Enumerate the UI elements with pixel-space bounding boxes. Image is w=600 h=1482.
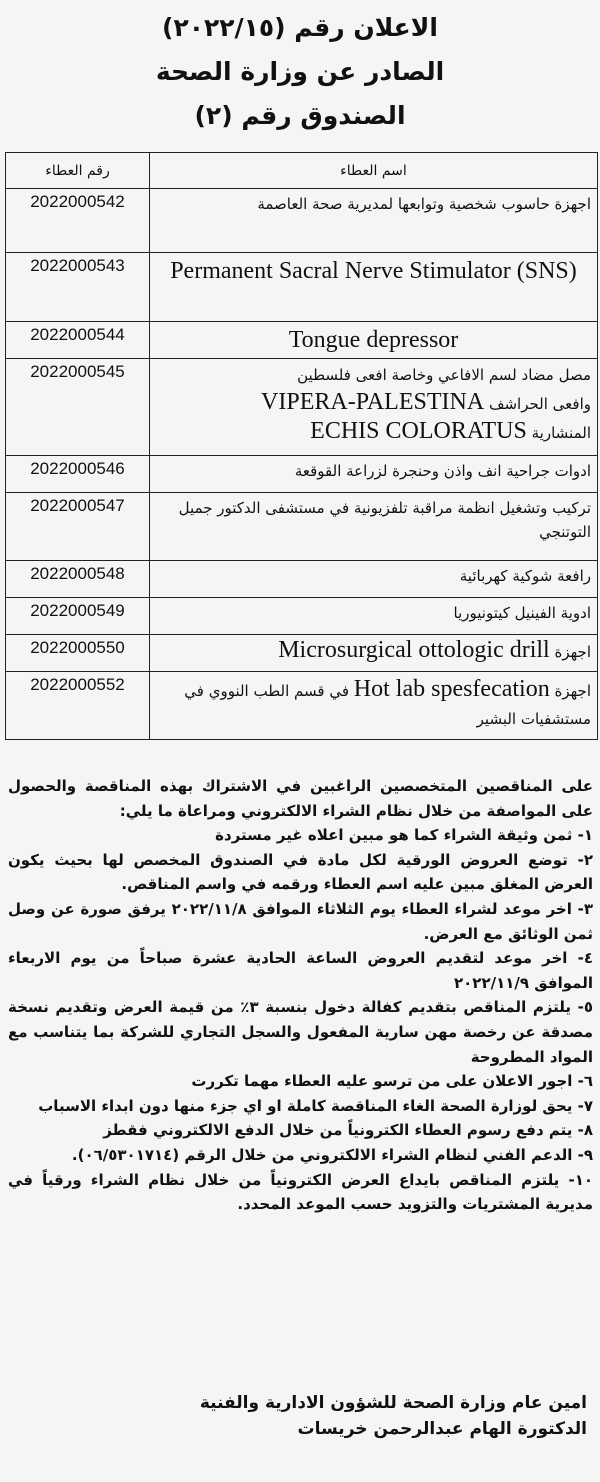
tender-name-part: المنشارية: [531, 424, 591, 442]
condition-item: ١٠- يلتزم المناقص بايداع العرض الكترونياً من خلال نظام الشراء ورقياً في مديرية المشتريات والتزويد حسب الموعد المحدد.: [8, 1170, 593, 1214]
table-row: [6, 672, 598, 740]
tender-number: 2022000545: [6, 359, 150, 456]
signer-title: امين عام وزارة الصحة للشؤون الادارية والفنية: [199, 1393, 587, 1413]
tender-number: 2022000542: [6, 189, 150, 253]
tender-name-part: اجهزة: [554, 643, 591, 661]
table-row: [6, 359, 598, 456]
tender-name-latin: ECHIS COLORATUS: [310, 418, 527, 444]
tender-name-latin: Hot lab spesfecation: [353, 676, 550, 702]
tender-name: Tongue depressor: [150, 322, 598, 359]
tender-number: 2022000543: [6, 253, 150, 322]
condition-item: ٦- اجور الاعلان على من ترسو عليه العطاء مهما تكررت: [191, 1072, 593, 1091]
table-row: [6, 253, 598, 322]
tender-name: رافعة شوكية كهربائية: [150, 561, 598, 598]
condition-item: ٨- يتم دفع رسوم العطاء الكترونياً من خلال الدفع الالكتروني فقطز: [103, 1121, 593, 1140]
condition-item: ٩- الدعم الفني لنظام الشراء الالكتروني من خلال الرقم (٠٦/٥٣٠١٧١٤).: [71, 1145, 593, 1164]
tender-name-part: وافعى الحراشف: [488, 395, 591, 413]
table-row: [6, 456, 598, 493]
tender-number: 2022000550: [6, 635, 150, 672]
tender-name: ادوية الفينيل كيتونيوريا: [150, 598, 598, 635]
table-row: [6, 635, 598, 672]
box-number: الصندوق رقم (٢): [194, 101, 406, 130]
issuer-line: الصادر عن وزارة الصحة: [155, 57, 445, 86]
tender-name: اجهزة حاسوب شخصية وتوابعها لمديرية صحة العاصمة: [150, 189, 598, 253]
table-row: [6, 189, 598, 253]
tender-number: 2022000547: [6, 493, 150, 561]
table-row: [6, 561, 598, 598]
tender-number: 2022000552: [6, 672, 150, 740]
signer-name: الدكتورة الهام عبدالرحمن خريسات: [297, 1419, 587, 1439]
conditions-intro: على المناقصين المتخصصين الراغبين في الاشتراك بهذه المناقصة والحصول على المواصفة من خلال نظام الشراء الالكتروني ومراعاة ما يلي:: [8, 777, 593, 820]
conditions-text: [8, 774, 593, 1217]
tender-name: ادوات جراحية انف واذن وحنجرة لزراعة القوقعة: [150, 456, 598, 493]
tender-name: [150, 635, 598, 672]
table-row: [6, 598, 598, 635]
tender-number: 2022000548: [6, 561, 150, 598]
announcement-number: الاعلان رقم (٢٠٢٢/١٥): [162, 13, 438, 42]
tenders-table: [5, 152, 598, 740]
signature-block: [8, 1390, 593, 1442]
tender-name: [150, 359, 598, 456]
table-row: [6, 322, 598, 359]
tender-name: [150, 672, 598, 740]
condition-item: ٢- توضع العروض الورقية لكل مادة في الصندوق المخصص لها بحيث يكون العرض المغلق مبين عليه اسم العطاء ورقمه في واسم المناقص.: [8, 850, 593, 894]
tender-number: 2022000546: [6, 456, 150, 493]
tender-name: تركيب وتشغيل انظمة مراقبة تلفزيونية في مستشفى الدكتور جميل التوتنجي: [150, 493, 598, 561]
tender-number: 2022000544: [6, 322, 150, 359]
condition-item: ٤- اخر موعد لتقديم العروض الساعة الحادية عشرة صباحاً من يوم الاربعاء الموافق ٢٠٢٢/١١/٩: [8, 949, 593, 992]
condition-item: ٧- يحق لوزارة الصحة الغاء المناقصة كاملة او اي جزء منها دون ابداء الاسباب: [38, 1096, 593, 1115]
tender-name-part: مصل مضاد لسم الافاعي وخاصة افعى فلسطين: [297, 366, 591, 384]
tender-name: Permanent Sacral Nerve Stimulator (SNS): [150, 253, 598, 322]
condition-item: ١- ثمن وثيقة الشراء كما هو مبين اعلاه غير مستردة: [215, 826, 593, 845]
condition-item: ٣- اخر موعد لشراء العطاء يوم الثلاثاء الموافق ٢٠٢٢/١١/٨ يرفق صورة عن وصل ثمن الوثائق مع العرض.: [8, 899, 593, 943]
tender-name-latin: Microsurgical ottologic drill: [278, 637, 550, 663]
tender-name-latin: VIPERA-PALESTINA: [261, 389, 485, 415]
condition-item: ٥- يلتزم المناقص بتقديم كفالة دخول بنسبة ٣٪ من قيمة العرض وتقديم نسخة مصدقة عن رخصة مهن سارية المفعول والسجل التجاري للشركة بما يتناسب مع المواد المطروحة: [8, 998, 594, 1066]
table-row: [6, 493, 598, 561]
table-header-row: [6, 153, 598, 189]
column-header-tender-name: اسم العطاء: [150, 153, 598, 189]
tender-name-part: اجهزة: [554, 682, 591, 700]
tender-name-part: في قسم الطب النووي في مستشفيات البشير: [184, 682, 591, 728]
announcement-header: [0, 6, 600, 138]
tender-number: 2022000549: [6, 598, 150, 635]
column-header-tender-number: رقم العطاء: [6, 153, 150, 189]
